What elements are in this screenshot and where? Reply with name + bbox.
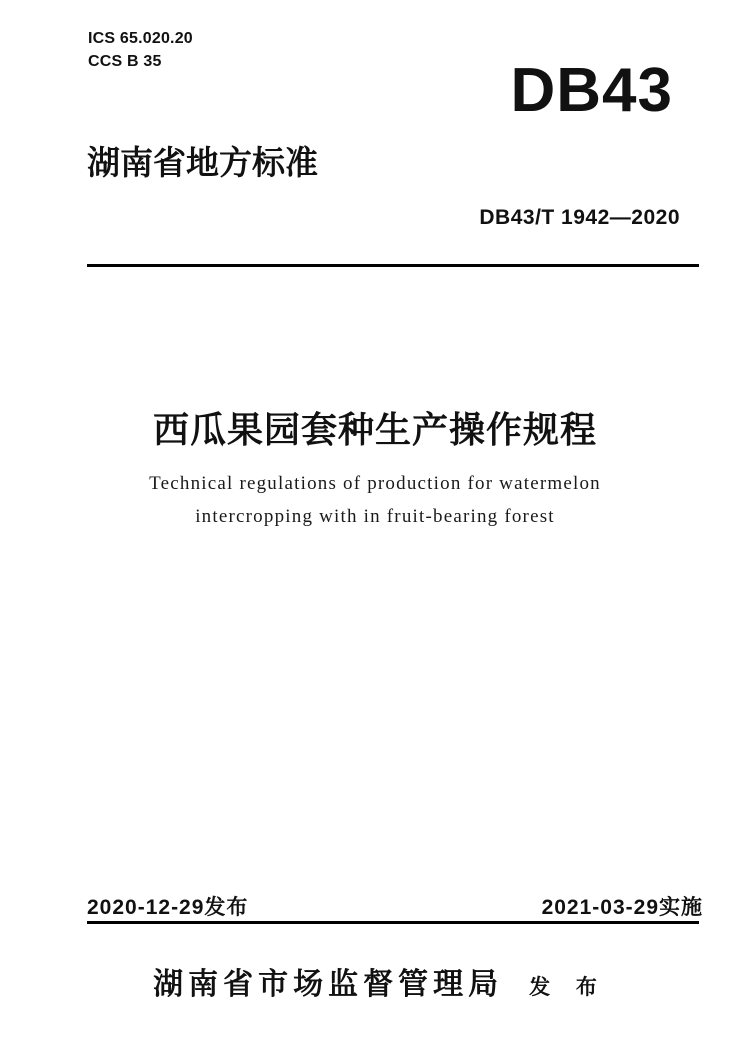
- ccs-code: CCS B 35: [88, 53, 162, 70]
- publisher-name: 湖南省市场监督管理局: [153, 968, 504, 1001]
- document-title-zh: 西瓜果园套种生产操作规程: [152, 409, 597, 450]
- title-en-line2: intercropping with in fruit-bearing forest: [195, 506, 555, 527]
- ics-block: [88, 27, 193, 73]
- footer-divider: [87, 921, 699, 924]
- standard-type-title: 湖南省地方标准: [87, 144, 318, 181]
- header-divider: [87, 264, 699, 267]
- publish-label: 发 布: [529, 976, 607, 999]
- standard-number: DB43/T 1942—2020: [479, 206, 680, 229]
- implementation-date: 2021-03-29实施: [541, 896, 703, 919]
- issue-date: 2020-12-29发布: [87, 896, 249, 919]
- document-title-en: [0, 467, 750, 533]
- ics-code: ICS 65.020.20: [88, 30, 193, 47]
- title-en-line1: Technical regulations of production for watermelon: [149, 473, 601, 494]
- db-logo: DB43: [510, 56, 673, 125]
- dates-row: [87, 891, 703, 921]
- publisher-row: [0, 959, 750, 1003]
